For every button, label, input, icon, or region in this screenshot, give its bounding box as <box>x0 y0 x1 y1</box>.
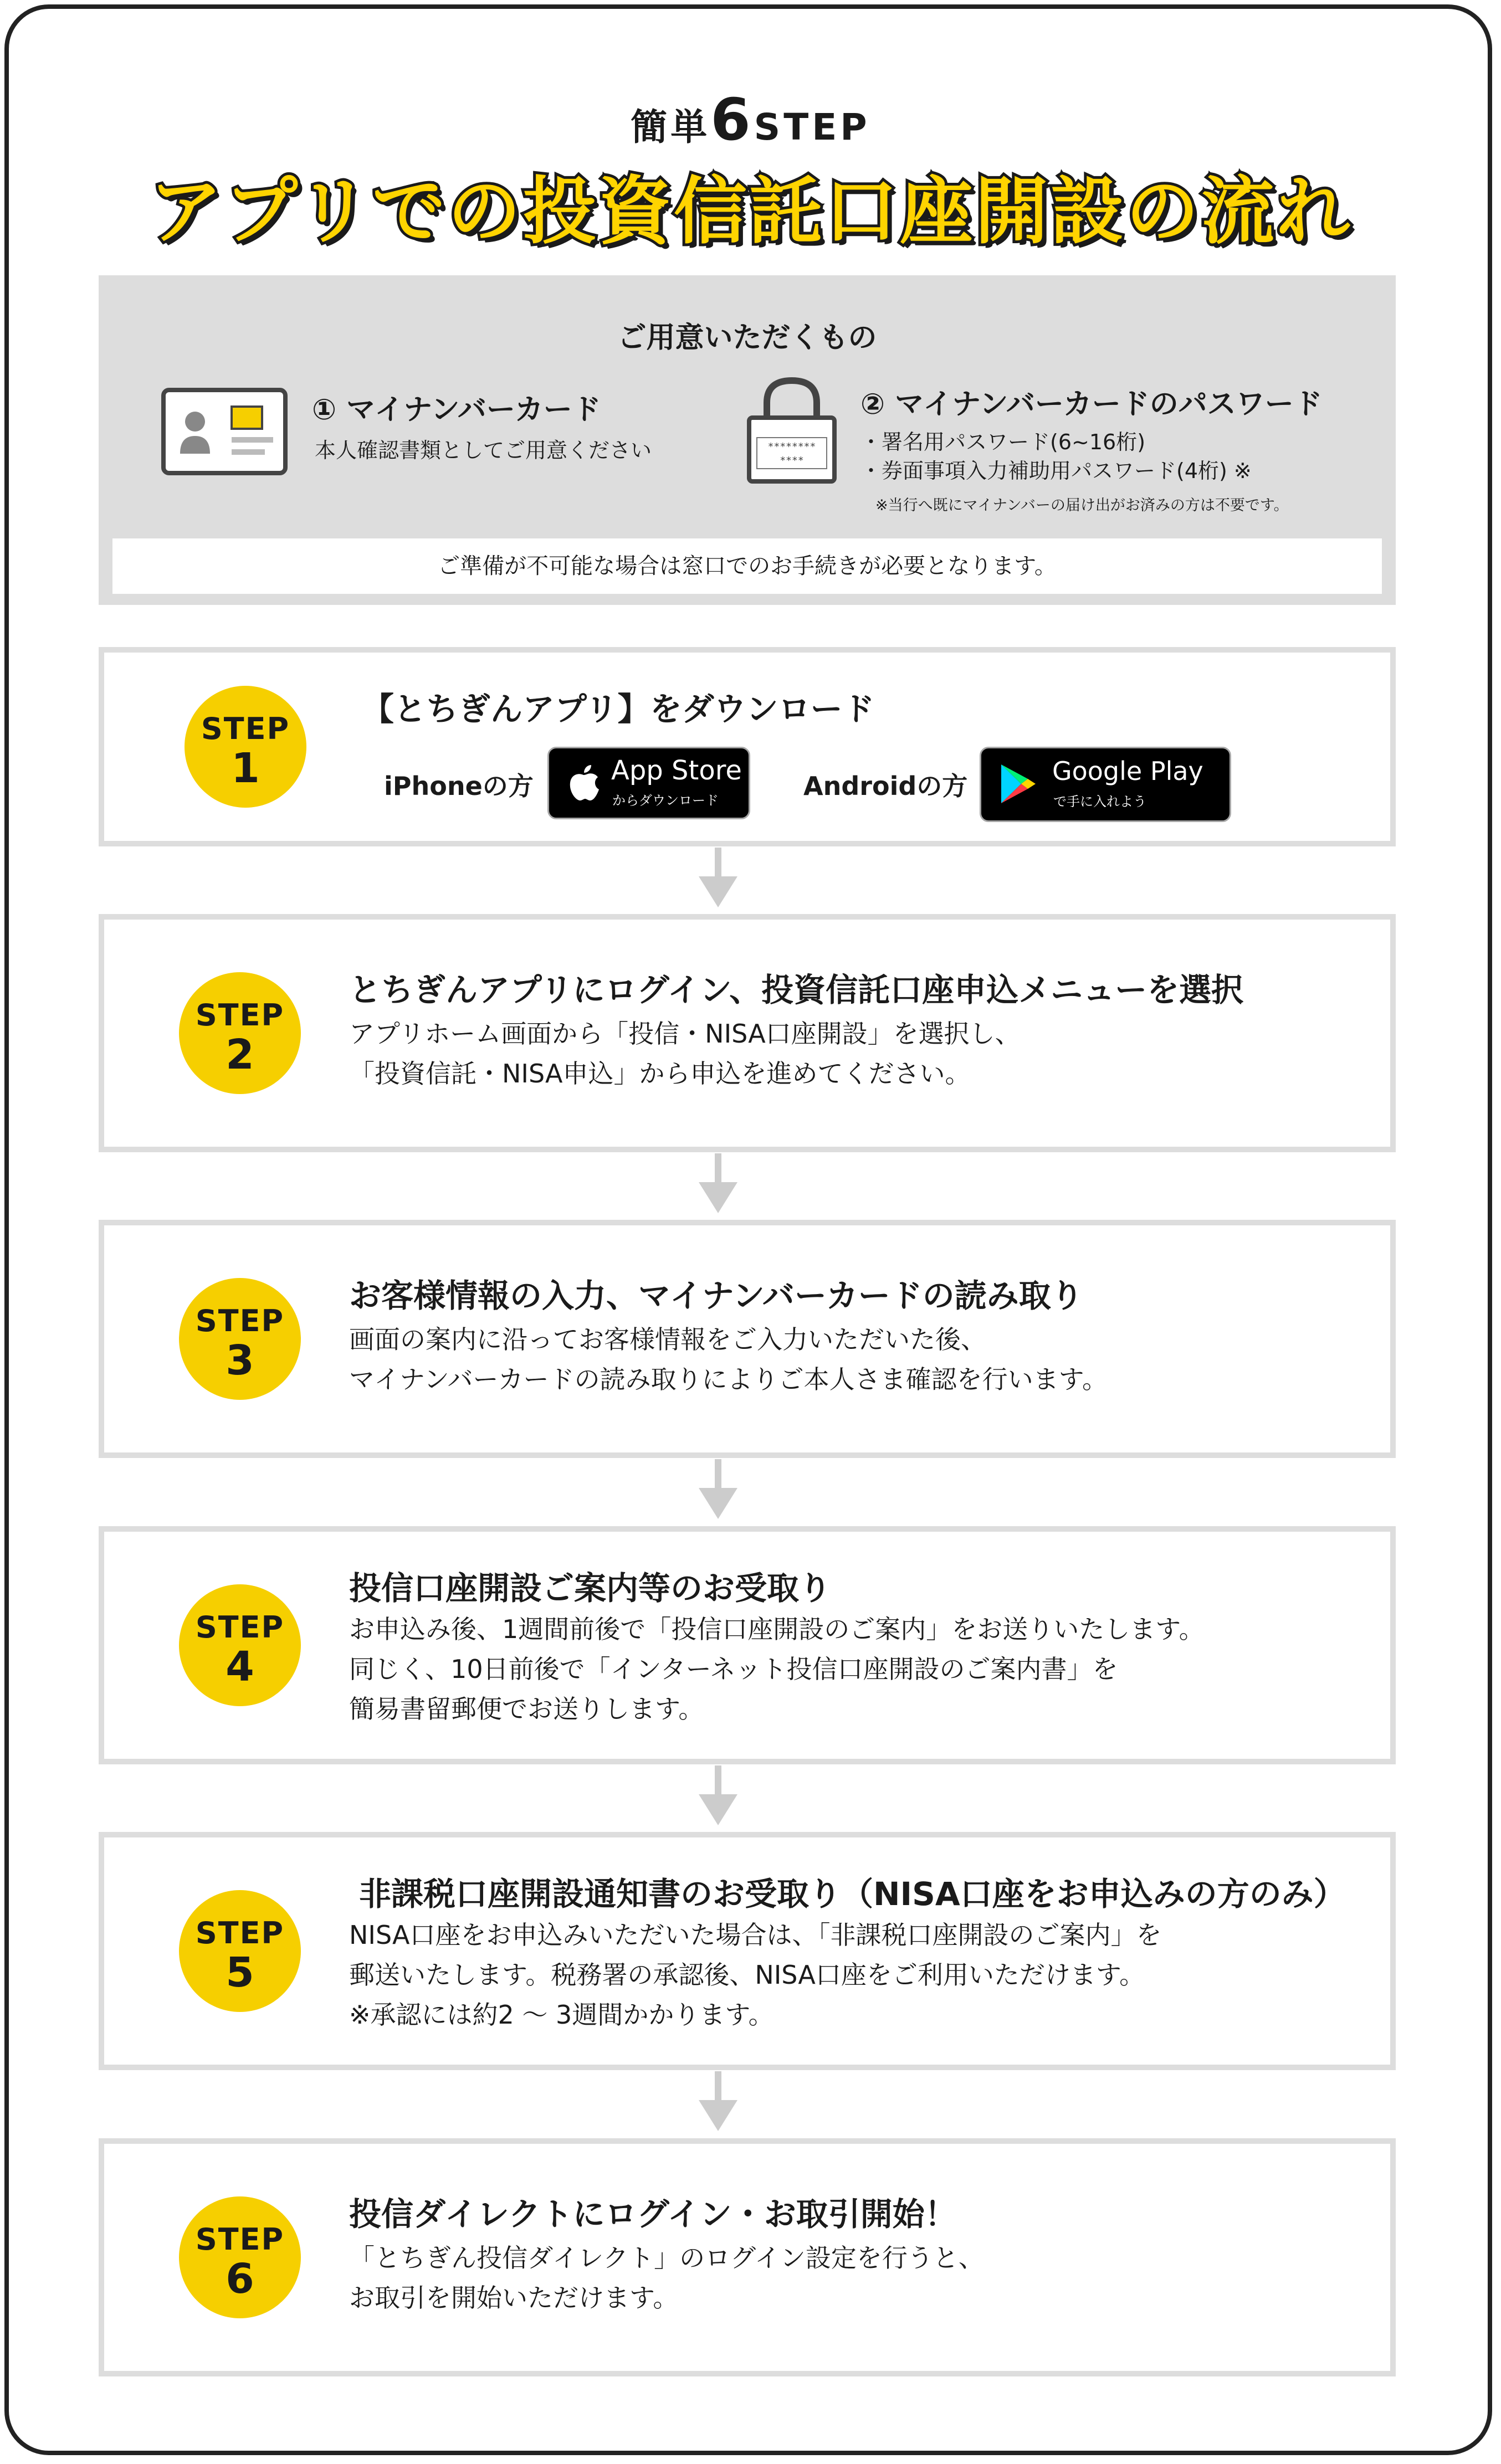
step-2-line2: 「投資信託・NISA申込」から申込を進めてください。 <box>349 1059 971 1089</box>
google-play-sub: で手に入れよう <box>1053 794 1146 809</box>
step-5-number: 5 <box>226 1949 254 1996</box>
password-mask-row-2: **** <box>780 455 804 466</box>
step-1-label: STEP <box>201 711 290 746</box>
android-label: Androidの方 <box>803 771 968 801</box>
arrow-down-icon <box>696 1459 740 1520</box>
step-5-title: 非課税口座開設通知書のお受取り（NISA口座をお申込みの方のみ） <box>359 1875 1346 1913</box>
page-subtitle <box>0 86 1501 153</box>
step-6-box <box>99 2138 1396 2376</box>
item2-note: ※当行へ既にマイナンバーの届け出がお済みの方は不要です。 <box>875 497 1289 514</box>
step-3-line1: 画面の案内に沿ってお客様情報をご入力いただいた後、 <box>349 1325 986 1354</box>
item1-heading: ① マイナンバーカード <box>312 393 601 427</box>
id-card-icon <box>161 387 288 476</box>
step-4-box <box>99 1526 1396 1764</box>
page-title: アプリでの投資信託口座開設の流れ <box>149 169 1352 254</box>
step-6-line1: 「とちぎん投信ダイレクト」のログイン設定を行うと、 <box>349 2243 984 2273</box>
step-2-number: 2 <box>226 1031 254 1079</box>
step-3-box <box>99 1220 1396 1458</box>
subtitle-number: 6 <box>710 86 754 153</box>
step-3-line2: マイナンバーカードの読み取りによりご本人さま確認を行います。 <box>349 1364 1108 1394</box>
step-3-badge <box>179 1278 301 1400</box>
google-play-main: Google Play <box>1052 756 1203 786</box>
arrow-down-icon <box>696 1765 740 1826</box>
google-play-button[interactable] <box>980 747 1231 822</box>
arrow-down-icon <box>696 848 740 908</box>
step-4-line3: 簡易書留郵便でお送りします。 <box>349 1694 704 1724</box>
step-1-title: 【とちぎんアプリ】をダウンロード <box>362 690 875 728</box>
subtitle-suffix: STEP <box>754 106 870 148</box>
item1-text: 本人確認書類としてご用意ください <box>315 438 652 463</box>
step-5-line2: 郵送いたします。税務署の承認後、NISA口座をご利用いただけます。 <box>349 1960 1145 1990</box>
step-4-label: STEP <box>195 1610 285 1645</box>
step-4-line1: お申込み後、1週間前後で「投信口座開設のご案内」をお送りいたします。 <box>349 1614 1205 1644</box>
step-1-box <box>99 647 1396 846</box>
app-store-sub: からダウンロード <box>612 793 719 808</box>
item2-heading: ② マイナンバーカードのパスワード <box>860 388 1323 421</box>
step-1-number: 1 <box>231 745 260 792</box>
step-6-title: 投信ダイレクトにログイン・お取引開始！ <box>349 2195 957 2233</box>
step-5-line1: NISA口座をお申込みいただいた場合は、「非課税口座開設のご案内」を <box>349 1920 1162 1950</box>
step-3-label: STEP <box>195 1303 285 1338</box>
step-6-label: STEP <box>195 2222 285 2257</box>
subtitle-prefix: 簡単 <box>631 106 711 148</box>
step-5-badge <box>179 1890 301 2012</box>
step-4-title: 投信口座開設ご案内等のお受取り <box>349 1569 832 1607</box>
step-6-badge <box>179 2196 301 2318</box>
google-play-icon <box>999 762 1038 805</box>
item2-line1: ・署名用パスワード(6~16桁) <box>860 430 1146 454</box>
step-2-box <box>99 914 1396 1152</box>
step-2-line1: アプリホーム画面から「投信・NISA口座開設」を選択し、 <box>349 1019 1021 1049</box>
step-2-label: STEP <box>195 998 285 1033</box>
step-3-number: 3 <box>226 1337 254 1384</box>
app-store-main: App Store <box>611 755 742 786</box>
step-2-title: とちぎんアプリにログイン、投資信託口座申込メニューを選択 <box>349 971 1244 1009</box>
step-5-label: STEP <box>195 1916 285 1950</box>
lock-icon <box>745 372 839 486</box>
step-5-box <box>99 1832 1396 2070</box>
step-6-number: 6 <box>226 2255 254 2303</box>
step-4-badge <box>179 1584 301 1706</box>
step-2-badge <box>179 972 301 1094</box>
step-4-line2: 同じく、10日前後で「インターネット投信口座開設のご案内書」を <box>349 1654 1118 1684</box>
arrow-down-icon <box>696 1153 740 1214</box>
apple-icon <box>567 764 600 803</box>
preparation-title: ご用意いただくもの <box>617 321 877 355</box>
step-5-line3: ※承認には約2 〜 3週間かかります。 <box>349 2000 774 2030</box>
app-store-button[interactable] <box>547 747 750 819</box>
item2-line2: ・券面事項入力補助用パスワード(4桁) ※ <box>860 459 1252 483</box>
step-4-number: 4 <box>226 1643 254 1691</box>
password-mask-row-1: ******** <box>767 441 816 453</box>
step-1-badge <box>185 686 306 808</box>
preparation-panel <box>99 275 1396 605</box>
iphone-label: iPhoneの方 <box>384 771 534 801</box>
preparation-footer-note: ご準備が不可能な場合は窓口でのお手続きが必要となります。 <box>112 538 1382 594</box>
step-6-line2: お取引を開始いただけます。 <box>349 2283 679 2313</box>
arrow-down-icon <box>696 2071 740 2132</box>
step-3-title: お客様情報の入力、マイナンバーカードの読み取り <box>349 1277 1083 1315</box>
